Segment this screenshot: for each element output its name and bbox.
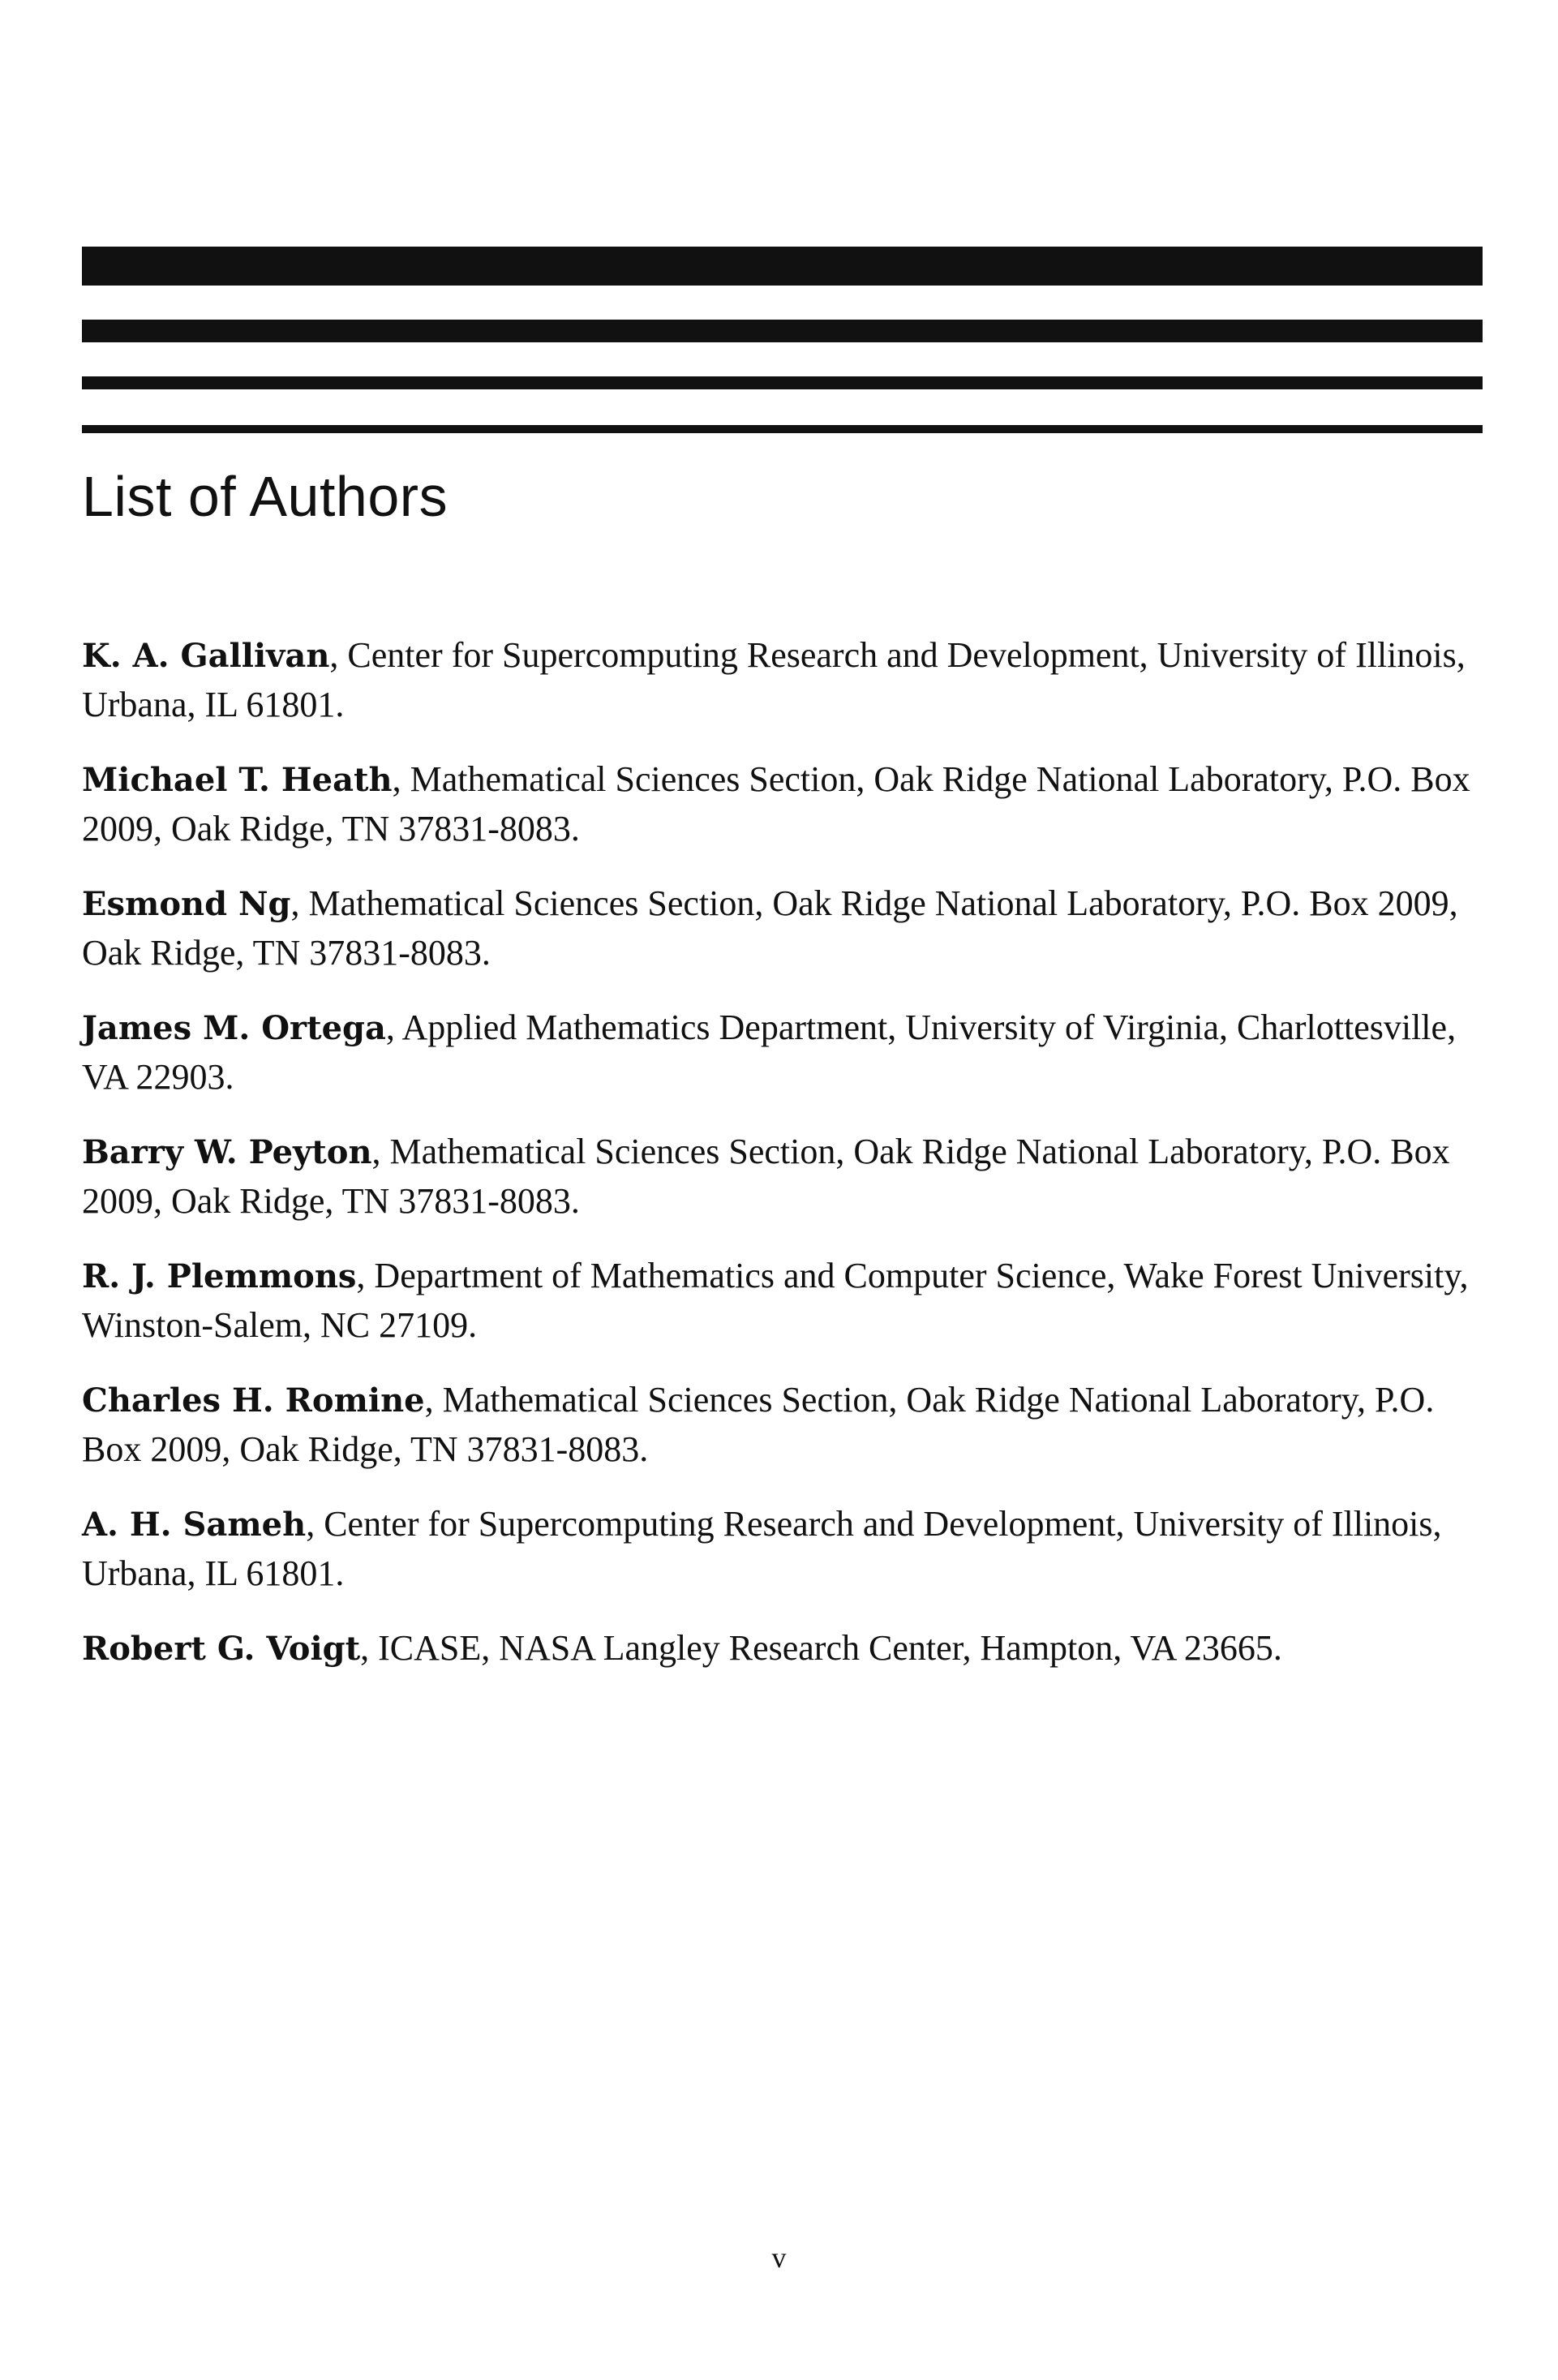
author-name: K. A. Gallivan bbox=[82, 637, 330, 675]
header-rule-1 bbox=[82, 247, 1483, 286]
author-name: A. H. Sameh bbox=[82, 1506, 307, 1544]
author-name: Charles H. Romine bbox=[82, 1381, 425, 1420]
header-rule-4 bbox=[82, 425, 1483, 433]
author-entry bbox=[82, 1500, 1485, 1598]
author-affiliation: , Center for Supercomputing Research and Development, University of Illinois, Urbana, IL 61801. bbox=[82, 635, 1466, 724]
author-list bbox=[82, 631, 1485, 1699]
author-name: Michael T. Heath bbox=[82, 761, 393, 799]
author-name: Esmond Ng bbox=[82, 885, 291, 923]
author-entry bbox=[82, 1003, 1485, 1102]
author-affiliation: , Mathematical Sciences Section, Oak Ridge National Laboratory, P.O. Box 2009, Oak Ridge, TN 37831-8083. bbox=[82, 1380, 1435, 1469]
author-affiliation: , Mathematical Sciences Section, Oak Ridge National Laboratory, P.O. Box 2009, Oak Ridge, TN 37831-8083. bbox=[82, 883, 1458, 973]
author-affiliation: , Mathematical Sciences Section, Oak Ridge National Laboratory, P.O. Box 2009, Oak Ridge, TN 37831-8083. bbox=[82, 1132, 1450, 1221]
author-entry bbox=[82, 1128, 1485, 1226]
author-entry bbox=[82, 1252, 1485, 1350]
author-affiliation: , Mathematical Sciences Section, Oak Ridge National Laboratory, P.O. Box 2009, Oak Ridge, TN 37831-8083. bbox=[82, 759, 1470, 848]
author-entry bbox=[82, 631, 1485, 729]
author-affiliation: , Center for Supercomputing Research and Development, University of Illinois, Urbana, IL 61801. bbox=[82, 1504, 1442, 1593]
author-entry bbox=[82, 1624, 1485, 1673]
author-affiliation: , Department of Mathematics and Computer Science, Wake Forest University, Winston-Salem, NC 27109. bbox=[82, 1256, 1469, 1345]
page-title: List of Authors bbox=[82, 465, 449, 528]
page-number: v bbox=[771, 2241, 787, 2274]
header-rule-3 bbox=[82, 376, 1483, 389]
author-name: James M. Ortega bbox=[82, 1009, 386, 1047]
author-entry bbox=[82, 755, 1485, 853]
author-name: Robert G. Voigt bbox=[82, 1630, 361, 1668]
author-affiliation: , Applied Mathematics Department, University of Virginia, Charlottesville, VA 22903. bbox=[82, 1007, 1457, 1097]
author-name: Barry W. Peyton bbox=[82, 1133, 372, 1171]
author-entry bbox=[82, 1376, 1485, 1474]
author-affiliation: , ICASE, NASA Langley Research Center, Hampton, VA 23665. bbox=[360, 1628, 1282, 1668]
author-entry bbox=[82, 879, 1485, 977]
header-rule-2 bbox=[82, 320, 1483, 342]
author-name: R. J. Plemmons bbox=[82, 1257, 357, 1295]
